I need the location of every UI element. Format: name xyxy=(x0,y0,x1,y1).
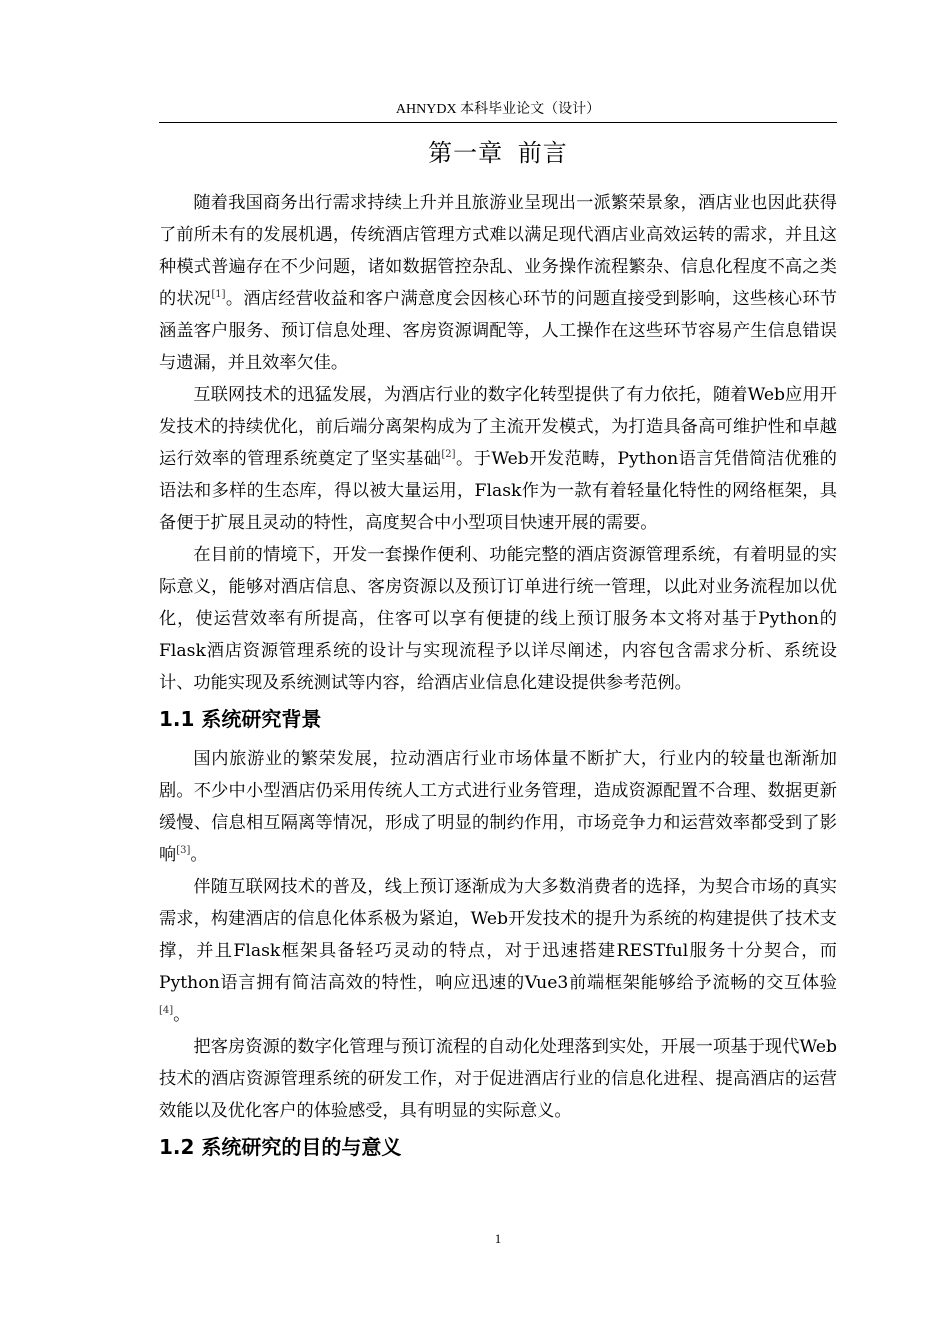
intro-paragraph-2 xyxy=(159,379,837,539)
citation-ref[interactable]: [3] xyxy=(176,845,191,856)
intro-paragraph-1 xyxy=(159,187,837,379)
citation-ref[interactable]: [1] xyxy=(211,289,226,300)
background-paragraph-1 xyxy=(159,743,837,871)
background-paragraph-2 xyxy=(159,871,837,1031)
paragraph-text: 随着我国商务出行需求持续上升并且旅游业呈现出一派繁荣景象，酒店业也因此获得了前所未有的发展机遇，传统酒店管理方式难以满足现代酒店业高效运转的需求，并且这种模式普遍存在不少问题，诸如数据管控杂乱、业务操作流程繁杂、信息化程度不高之类的状况 xyxy=(159,193,837,309)
background-paragraph-3 xyxy=(159,1031,837,1127)
paragraph-text: 。 xyxy=(190,845,208,865)
paragraph-text: 伴随互联网技术的普及，线上预订逐渐成为大多数消费者的选择，为契合市场的真实需求，构建酒店的信息化体系极为紧迫，Web开发技术的提升为系统的构建提供了技术支撑，并且Flask框架具备轻巧灵动的特点，对于迅速搭建RESTful服务十分契合，而Python语言拥有简洁高效的特性，响应迅速的Vue3前端框架能够给予流畅的交互体验 xyxy=(159,877,837,993)
citation-ref[interactable]: [2] xyxy=(441,449,456,460)
chapter-title: 第一章 前言 xyxy=(428,139,568,167)
citation-ref[interactable]: [4] xyxy=(159,1005,174,1016)
paragraph-text: 互联网技术的迅猛发展，为酒店行业的数字化转型提供了有力依托，随着Web应用开发技术的持续优化，前后端分离架构成为了主流开发模式，为打造具备高可维护性和卓越运行效率的管理系统奠定了坚实基础 xyxy=(159,385,837,469)
body-text xyxy=(159,187,837,1171)
paragraph-text: 。酒店经营收益和客户满意度会因核心环节的问题直接受到影响，这些核心环节涵盖客户服务、预订信息处理、客房资源调配等，人工操作在这些环节容易产生信息错误与遗漏，并且效率欠佳。 xyxy=(159,289,837,373)
paragraph-text: 。于Web开发范畴，Python语言凭借简洁优雅的语法和多样的生态库，得以被大量运用，Flask作为一款有着轻量化特性的网络框架，具备便于扩展且灵动的特性，高度契合中小型项目快速开展的需要。 xyxy=(159,449,837,533)
header-rule xyxy=(159,122,837,123)
section-heading-1-1: 1.1 系统研究背景 xyxy=(159,707,322,731)
paragraph-text: 在目前的情境下，开发一套操作便利、功能完整的酒店资源管理系统，有着明显的实际意义，能够对酒店信息、客房资源以及预订订单进行统一管理，以此对业务流程加以优化，使运营效率有所提高，住客可以享有便捷的线上预订服务本文将对基于Python的Flask酒店资源管理系统的设计与实现流程予以详尽阐述，内容包含需求分析、系统设计、功能实现及系统测试等内容，给酒店业信息化建设提供参考范例。 xyxy=(159,545,837,693)
paragraph-text: 把客房资源的数字化管理与预订流程的自动化处理落到实处，开展一项基于现代Web技术的酒店资源管理系统的研发工作，对于促进酒店行业的信息化进程、提高酒店的运营效能以及优化客户的体验感受，具有明显的实际意义。 xyxy=(159,1037,837,1121)
running-header: AHNYDX 本科毕业论文（设计） xyxy=(395,102,601,117)
intro-paragraph-3 xyxy=(159,539,837,699)
section-heading-1-2: 1.2 系统研究的目的与意义 xyxy=(159,1135,402,1159)
paragraph-text: 国内旅游业的繁荣发展，拉动酒店行业市场体量不断扩大，行业内的较量也渐渐加剧。不少中小型酒店仍采用传统人工方式进行业务管理，造成资源配置不合理、数据更新缓慢、信息相互隔离等情况，形成了明显的制约作用，市场竞争力和运营效率都受到了影响 xyxy=(159,749,837,865)
page-number: 1 xyxy=(494,1231,502,1246)
paragraph-text: 。 xyxy=(173,1005,191,1025)
